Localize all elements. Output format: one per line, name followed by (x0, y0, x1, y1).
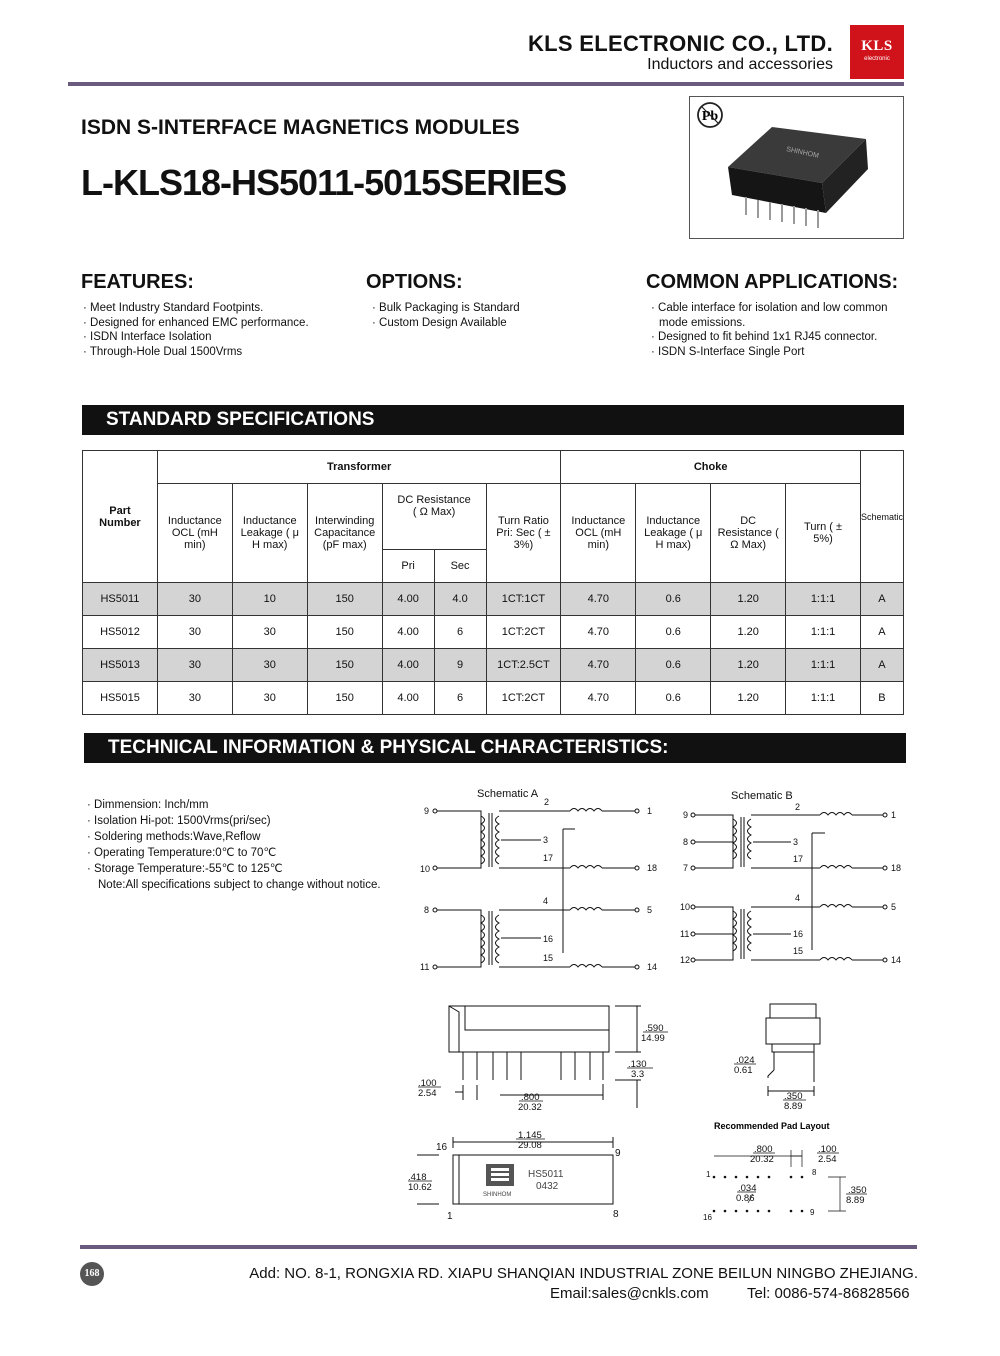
svg-text:9: 9 (424, 806, 430, 816)
svg-text:.100: .100 (818, 1144, 837, 1155)
logo-subtext: electronic (864, 56, 890, 62)
svg-text:16: 16 (703, 1213, 712, 1222)
svg-text:8: 8 (613, 1209, 619, 1220)
svg-text:0.61: 0.61 (734, 1065, 753, 1076)
table-row: HS5013 30 30 150 4.00 9 1CT:2.5CT 4.70 0.6 1.20 1:1:1 A (83, 649, 904, 682)
choke-header: Choke (561, 451, 861, 484)
svg-text:11: 11 (420, 962, 430, 972)
kls-logo (850, 25, 904, 79)
list-item: · Cable interface for isolation and low common mode emissions. (649, 301, 909, 330)
svg-text:.130: .130 (628, 1059, 647, 1070)
photo-part-mark: SHINHOM (785, 146, 820, 160)
svg-text:9: 9 (683, 810, 689, 820)
shinhom-logo-icon (486, 1164, 514, 1186)
col-choke-ocl: Inductance OCL (mH min) (561, 484, 636, 583)
col-choke-leakage: Inductance Leakage ( μ H max) (636, 484, 711, 583)
svg-text:Schematic A: Schematic A (477, 788, 539, 800)
svg-text:14.99: 14.99 (641, 1033, 665, 1044)
list-item: · Meet Industry Standard Footpints. (81, 301, 351, 316)
pb-mark: Pb (701, 109, 719, 124)
company-name: KLS ELECTRONIC CO., LTD. (527, 31, 833, 56)
svg-text:1: 1 (891, 810, 897, 820)
list-item: · Through-Hole Dual 1500Vrms (81, 345, 351, 360)
col-turn-ratio: Turn Ratio Pri: Sec ( ± 3%) (486, 484, 561, 583)
col-pri: Pri (382, 550, 434, 583)
svg-text:10: 10 (420, 864, 431, 874)
svg-text:8: 8 (424, 905, 430, 915)
specs-title-bar: STANDARD SPECIFICATIONS (82, 405, 904, 435)
svg-text:18: 18 (891, 863, 902, 873)
svg-text:1: 1 (447, 1211, 453, 1222)
svg-text:14: 14 (647, 962, 658, 972)
svg-text:.350: .350 (848, 1185, 867, 1196)
company-tagline: Inductors and accessories (647, 56, 833, 73)
svg-text:2.54: 2.54 (818, 1154, 837, 1165)
svg-text:HS5011: HS5011 (528, 1169, 564, 1180)
product-subtitle: ISDN S-INTERFACE MAGNETICS MODULES (81, 116, 520, 139)
col-sec: Sec (434, 550, 486, 583)
svg-text:16: 16 (793, 929, 804, 939)
features-title: FEATURES: (81, 271, 194, 293)
col-choke-turn: Turn ( ± 5%) (786, 484, 861, 583)
table-row: HS5011 30 10 150 4.00 4.0 1CT:1CT 4.70 0.6 1.20 1:1:1 A (83, 583, 904, 616)
svg-text:17: 17 (793, 854, 804, 864)
svg-text:.350: .350 (784, 1091, 803, 1102)
series-title: L-KLS18-HS5011-5015SERIES (81, 162, 567, 203)
footer-address: Add: NO. 8-1, RONGXIA RD. XIAPU SHANQIAN INDUSTRIAL ZONE BEILUN NINGBO ZHEJIANG. (249, 1265, 918, 1282)
svg-text:7: 7 (683, 863, 689, 873)
svg-text:.800: .800 (521, 1092, 540, 1103)
part-number-header: Part Number (99, 504, 141, 529)
svg-text:2: 2 (795, 802, 801, 812)
col-ocl: Inductance OCL (mH min) (157, 484, 232, 583)
tech-note: Note:All specifications subject to change without notice. (98, 879, 381, 891)
svg-text:Recommended Pad Layout: Recommended Pad Layout (714, 1121, 830, 1131)
page-number: 168 (80, 1262, 104, 1286)
transformer-header: Transformer (157, 451, 560, 484)
svg-text:5: 5 (891, 902, 897, 912)
side-view-drawing (415, 1000, 675, 1115)
svg-text:14: 14 (891, 955, 902, 965)
svg-text:2.54: 2.54 (418, 1088, 437, 1099)
tech-list (87, 797, 407, 893)
svg-text:16: 16 (543, 934, 554, 944)
svg-text:4: 4 (543, 896, 549, 906)
col-capacitance: Interwinding Capacitance (pF max) (307, 484, 382, 583)
options-list (370, 301, 620, 330)
svg-text:.100: .100 (418, 1078, 437, 1089)
svg-text:15: 15 (543, 953, 554, 963)
svg-text:SHINHOM: SHINHOM (483, 1192, 512, 1198)
schematic-a-diagram (415, 783, 670, 978)
pad-layout-drawing (700, 1115, 880, 1225)
svg-text:0432: 0432 (536, 1181, 559, 1192)
table-row: HS5012 30 30 150 4.00 6 1CT:2CT 4.70 0.6 1.20 1:1:1 A (83, 616, 904, 649)
svg-text:17: 17 (543, 853, 554, 863)
svg-text:.034: .034 (738, 1183, 757, 1194)
svg-text:10: 10 (680, 902, 691, 912)
svg-text:18: 18 (647, 863, 658, 873)
svg-text:.024: .024 (736, 1055, 755, 1066)
svg-text:16: 16 (436, 1142, 448, 1153)
module-body (728, 127, 868, 228)
list-item: · Operating Temperature:0℃ to 70℃ (87, 845, 407, 861)
list-item: · Bulk Packaging is Standard (370, 301, 620, 316)
svg-text:.418: .418 (408, 1172, 427, 1183)
options-title: OPTIONS: (366, 271, 463, 293)
applications-list (649, 301, 909, 359)
list-item: · Custom Design Available (370, 316, 620, 331)
svg-text:9: 9 (615, 1148, 621, 1159)
svg-text:3: 3 (543, 835, 549, 845)
list-item: · Designed for enhanced EMC performance. (81, 316, 351, 331)
svg-text:20.32: 20.32 (750, 1154, 774, 1165)
footer-email: Email:sales@cnkls.com (550, 1285, 709, 1302)
svg-text:1: 1 (706, 1170, 711, 1179)
svg-text:8: 8 (683, 837, 689, 847)
applications-title: COMMON APPLICATIONS: (646, 271, 899, 293)
top-view-drawing (405, 1128, 635, 1223)
logo-text: KLS (861, 38, 893, 54)
svg-text:4: 4 (795, 893, 801, 903)
svg-text:8.89: 8.89 (846, 1195, 865, 1206)
svg-text:11: 11 (680, 929, 690, 939)
list-item: · ISDN S-Interface Single Port (649, 345, 909, 360)
list-item: · Isolation Hi-pot: 1500Vrms(pri/sec) (87, 813, 407, 829)
svg-text:9: 9 (810, 1208, 815, 1217)
tech-title-bar: TECHNICAL INFORMATION & PHYSICAL CHARACTERISTICS: (84, 733, 906, 763)
svg-text:1.145: 1.145 (518, 1130, 542, 1141)
col-leakage: Inductance Leakage ( μ H max) (232, 484, 307, 583)
list-item: · Storage Temperature:-55℃ to 125℃ (87, 861, 407, 877)
svg-text:20.32: 20.32 (518, 1102, 542, 1113)
col-dc-resistance: DC Resistance ( Ω Max) (382, 484, 486, 550)
svg-text:.590: .590 (645, 1023, 664, 1034)
svg-text:8.89: 8.89 (784, 1101, 803, 1112)
svg-text:0.86: 0.86 (736, 1193, 755, 1204)
svg-text:3.3: 3.3 (631, 1069, 645, 1080)
footer-rule (80, 1245, 917, 1249)
table-row: HS5015 30 30 150 4.00 6 1CT:2CT 4.70 0.6 1.20 1:1:1 B (83, 682, 904, 715)
svg-text:3: 3 (793, 837, 799, 847)
svg-text:12: 12 (680, 955, 691, 965)
svg-text:2: 2 (544, 797, 550, 807)
svg-text:1: 1 (647, 806, 653, 816)
svg-text:29.08: 29.08 (518, 1140, 542, 1151)
list-item: · ISDN Interface Isolation (81, 330, 351, 345)
svg-text:5: 5 (647, 905, 653, 915)
schematic-header: Schematic (860, 451, 903, 583)
list-item: · Designed to fit behind 1x1 RJ45 connector. (649, 330, 909, 345)
header-rule (68, 82, 904, 86)
list-item: · Dimmension: Inch/mm (87, 797, 407, 813)
features-list (81, 301, 351, 359)
end-view-drawing (728, 1000, 858, 1115)
spec-table (82, 450, 904, 715)
svg-text:15: 15 (793, 946, 804, 956)
list-item: · Soldering methods:Wave,Reflow (87, 829, 407, 845)
svg-text:Schematic B: Schematic B (731, 790, 793, 802)
svg-text:.800: .800 (754, 1144, 773, 1155)
footer-tel: Tel: 0086-574-86828566 (747, 1285, 910, 1302)
col-choke-dcr: DC Resistance ( Ω Max) (711, 484, 786, 583)
schematic-b-diagram (675, 787, 910, 972)
svg-text:10.62: 10.62 (408, 1182, 432, 1193)
product-photo (689, 96, 904, 239)
svg-text:8: 8 (812, 1168, 817, 1177)
